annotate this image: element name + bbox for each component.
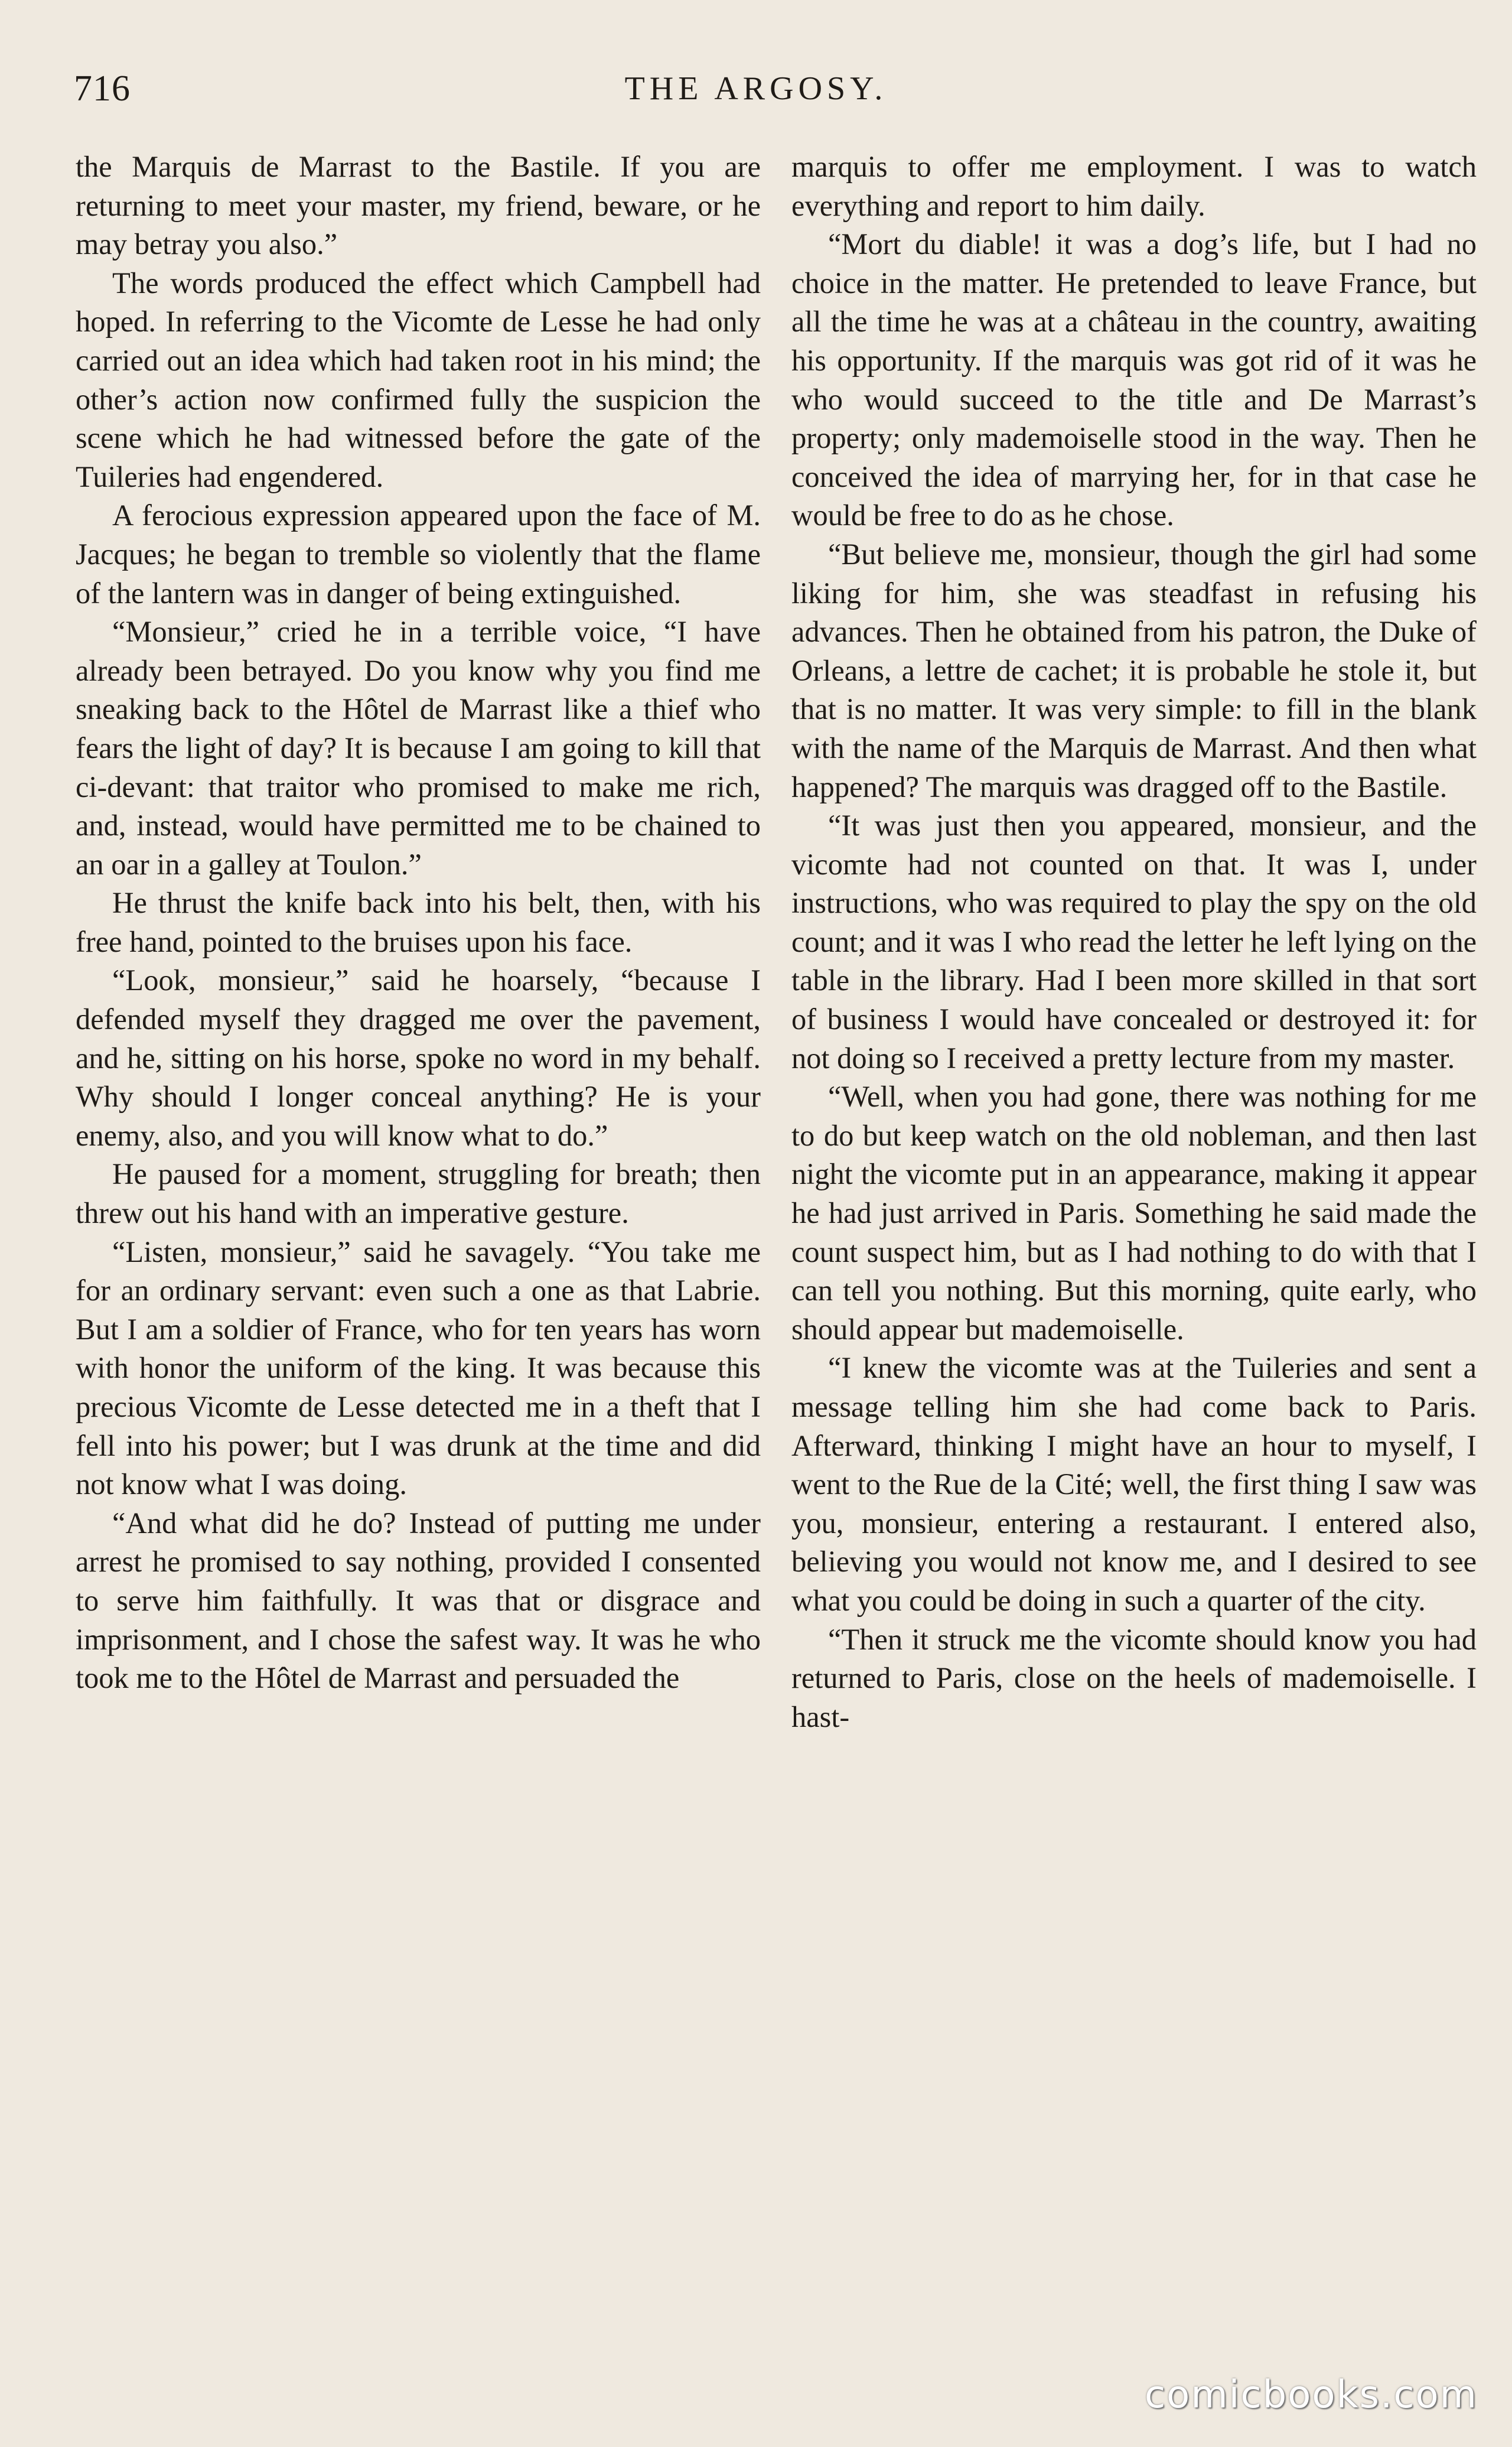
- paragraph: “But believe me, monsieur, though the girl had some liking for him, she was steadfast in refusing his advances. Then he obtained from his patron, the Duke of Orleans, a lettre de cachet; it is probable he stole it, but that is no matter. It was very simple: to fill in the blank with the name of the Marquis de Marrast. And then what happened? The marquis was dragged off to the Bastile.: [791, 537, 1477, 803]
- page-number: 716: [74, 69, 131, 109]
- watermark: comicbooks.com: [1144, 2373, 1478, 2417]
- paragraph: The words produced the effect which Campbell had hoped. In referring to the Vicomte de Lesse he had only carried out an idea which had taken root in his mind; the other’s action now confirmed fully the suspicion the scene which he had witnessed before the gate of the Tuileries had engendered.: [76, 266, 761, 493]
- paragraph: He paused for a moment, struggling for breath; then threw out his hand with an imperative gesture.: [76, 1157, 761, 1230]
- running-title: THE ARGOSY.: [624, 70, 888, 107]
- right-column: [791, 148, 1477, 1736]
- paragraph: “Then it struck me the vicomte should know you had returned to Paris, close on the heels of mademoiselle. I hast-: [791, 1622, 1477, 1733]
- paragraph: A ferocious expression appeared upon the face of M. Jacques; he began to tremble so violently that the flame of the lantern was in danger of being extinguished.: [76, 499, 761, 610]
- paragraph: “It was just then you appeared, monsieur, and the vicomte had not counted on that. It was I, under instructions, who was required to play the spy on the old count; and it was I who read the letter he left lying on the table in the library. Had I been more skilled in that sort of business I would have concealed or destroyed it: for not doing so I received a pretty lecture from my master.: [791, 809, 1477, 1075]
- paragraph: He thrust the knife back into his belt, then, with his free hand, pointed to the bruises upon his face.: [76, 886, 761, 958]
- paragraph: “Monsieur,” cried he in a terrible voice, “I have already been betrayed. Do you know why you find me sneaking back to the Hôtel de Marrast like a thief who fears the light of day? It is because I am going to kill that ci-devant: that traitor who promised to make me rich, and, instead, would have permitted me to be chained to an oar in a galley at Toulon.”: [76, 615, 761, 881]
- paragraph: “Listen, monsieur,” said he savagely. “You take me for an ordinary servant: even such a one as that Labrie. But I am a soldier of France, who for ten years has worn with honor the uniform of the king. It was because this precious Vicomte de Lesse detected me in a theft that I fell into his power; but I was drunk at the time and did not know what I was doing.: [76, 1235, 761, 1501]
- paragraph: “Look, monsieur,” said he hoarsely, “because I defended myself they dragged me over the pavement, and he, sitting on his horse, spoke no word in my behalf. Why should I longer conceal anything? He is your enemy, also, and you will know what to do.”: [76, 964, 761, 1152]
- paragraph: “And what did he do? Instead of putting me under arrest he promised to say nothing, provided I consented to serve him faithfully. It was that or disgrace and imprisonment, and I chose the safest way. It was he who took me to the Hôtel de Marrast and persuaded the: [76, 1506, 761, 1695]
- paragraph: marquis to offer me employment. I was to watch everything and report to him daily.: [791, 150, 1477, 222]
- left-column: [76, 148, 761, 1698]
- paragraph: “I knew the vicomte was at the Tuileries and sent a message telling him she had come back to Paris. Afterward, thinking I might have an hour to myself, I went to the Rue de la Cité; well, the first thing I saw was you, monsieur, entering a restaurant. I entered also, believing you would not know me, and I desired to see what you could be doing in such a quarter of the city.: [791, 1351, 1477, 1617]
- paragraph: “Mort du diable! it was a dog’s life, but I had no choice in the matter. He pretended to leave France, but all the time he was at a château in the country, awaiting his opportunity. If the marquis was got rid of it was he who would succeed to the title and De Marrast’s property; only mademoiselle stood in the way. Then he conceived the idea of marrying her, for in that case he would be free to do as he chose.: [791, 227, 1477, 532]
- paragraph: “Well, when you had gone, there was nothing for me to do but keep watch on the old nobleman, and then last night the vicomte put in an appearance, making it appear he had just arrived in Paris. Something he said made the count suspect him, but as I had nothing to do with that I can tell you nothing. But this morning, quite early, who should appear but mademoiselle.: [791, 1080, 1477, 1346]
- paragraph: the Marquis de Marrast to the Bastile. If you are returning to meet your master, my friend, beware, or he may betray you also.”: [76, 150, 761, 261]
- page-header: [74, 65, 1512, 112]
